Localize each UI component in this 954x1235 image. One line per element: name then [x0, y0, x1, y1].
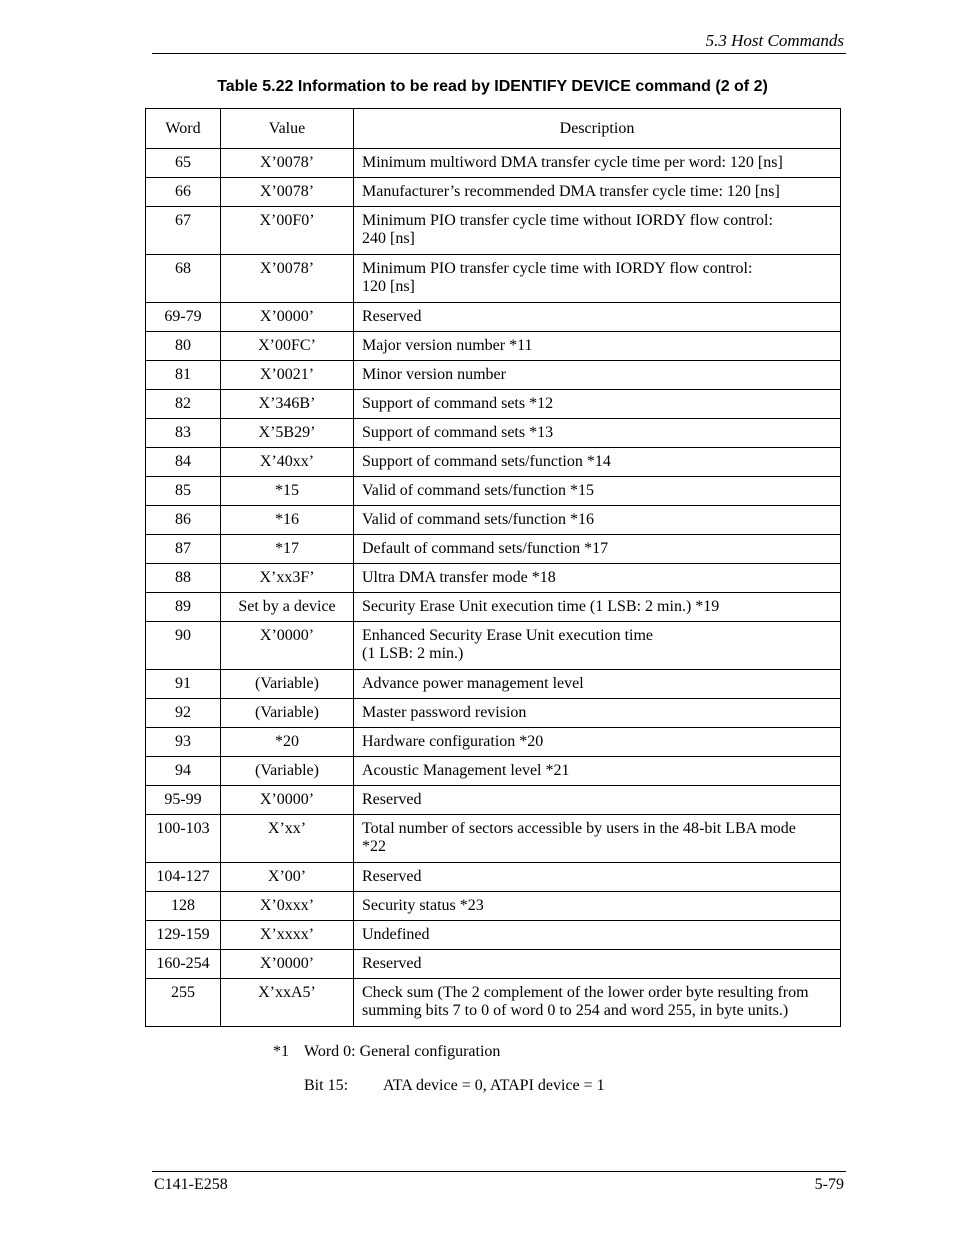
description-line-continued: (1 LSB: 2 min.): [362, 645, 464, 662]
description-line: Default of command sets/function *17: [362, 540, 609, 557]
cell-word: 80: [146, 332, 221, 361]
description-line: Security status *23: [362, 897, 484, 914]
description-line: Minimum PIO transfer cycle time with IORDY flow control:: [362, 260, 753, 277]
description-line: Undefined: [362, 926, 430, 943]
cell-description: [354, 950, 841, 979]
description-line: Support of command sets/function *14: [362, 453, 611, 470]
cell-word: 94: [146, 757, 221, 786]
description-line: Reserved: [362, 868, 422, 885]
cell-word: 85: [146, 477, 221, 506]
cell-description: [354, 564, 841, 593]
cell-value: X’346B’: [221, 390, 354, 419]
cell-word: 83: [146, 419, 221, 448]
table-row: [146, 332, 841, 361]
description-line-continued: 120 [ns]: [362, 278, 415, 295]
table-body: [146, 149, 841, 1027]
cell-word: 128: [146, 892, 221, 921]
description-line: Manufacturer’s recommended DMA transfer cycle time: 120 [ns]: [362, 183, 780, 200]
cell-value: *17: [221, 535, 354, 564]
cell-value: *20: [221, 728, 354, 757]
header-rule: [152, 53, 846, 54]
cell-description: [354, 303, 841, 332]
table-row: [146, 477, 841, 506]
cell-value: (Variable): [221, 757, 354, 786]
description-line: Security Erase Unit execution time (1 LSB: 2 min.) *19: [362, 598, 720, 615]
cell-word: 89: [146, 593, 221, 622]
cell-value: X’0078’: [221, 149, 354, 178]
cell-value: Set by a device: [221, 593, 354, 622]
cell-word: 129-159: [146, 921, 221, 950]
cell-word: 65: [146, 149, 221, 178]
cell-word: 84: [146, 448, 221, 477]
cell-word: 95-99: [146, 786, 221, 815]
table-row: [146, 207, 841, 255]
description-line-continued: summing bits 7 to 0 of word 0 to 254 and word 255, in byte units.): [362, 1002, 789, 1019]
cell-word: 160-254: [146, 950, 221, 979]
table-row: [146, 149, 841, 178]
page-number: 5-79: [814, 1176, 844, 1193]
footnote-bit-text: ATA device = 0, ATAPI device = 1: [383, 1077, 605, 1094]
table-row: [146, 979, 841, 1027]
table-header-row: [146, 109, 841, 149]
description-line: Reserved: [362, 955, 422, 972]
table-row: [146, 786, 841, 815]
cell-description: [354, 699, 841, 728]
cell-word: 87: [146, 535, 221, 564]
cell-word: 92: [146, 699, 221, 728]
cell-description: [354, 477, 841, 506]
table-row: [146, 699, 841, 728]
cell-description: [354, 593, 841, 622]
description-line: Support of command sets *12: [362, 395, 554, 412]
description-line: Total number of sectors accessible by users in the 48-bit LBA mode: [362, 820, 796, 837]
cell-word: 100-103: [146, 815, 221, 863]
description-line: Reserved: [362, 308, 422, 325]
identify-device-table: [145, 108, 841, 1027]
cell-value: *15: [221, 477, 354, 506]
column-header-description: Description: [354, 109, 841, 149]
table-row: [146, 178, 841, 207]
description-line: Acoustic Management level *21: [362, 762, 570, 779]
table-row: [146, 950, 841, 979]
table-row: [146, 622, 841, 670]
table-row: [146, 419, 841, 448]
table-row: [146, 564, 841, 593]
footnote-bit-label: Bit 15:: [304, 1077, 349, 1094]
table-row: [146, 728, 841, 757]
table-row: [146, 670, 841, 699]
cell-value: X’0078’: [221, 178, 354, 207]
table-row: [146, 921, 841, 950]
cell-word: 104-127: [146, 863, 221, 892]
cell-value: X’5B29’: [221, 419, 354, 448]
cell-word: 68: [146, 255, 221, 303]
description-line-continued: *22: [362, 838, 386, 855]
cell-value: X’00’: [221, 863, 354, 892]
table-row: [146, 815, 841, 863]
table-row: [146, 255, 841, 303]
description-line: Valid of command sets/function *15: [362, 482, 594, 499]
cell-value: X’0xxx’: [221, 892, 354, 921]
cell-description: [354, 448, 841, 477]
cell-word: 69-79: [146, 303, 221, 332]
cell-value: X’xx’: [221, 815, 354, 863]
cell-value: X’00FC’: [221, 332, 354, 361]
description-line-continued: 240 [ns]: [362, 230, 415, 247]
cell-description: [354, 728, 841, 757]
description-line: Support of command sets *13: [362, 424, 554, 441]
cell-description: [354, 390, 841, 419]
cell-value: (Variable): [221, 699, 354, 728]
document-id: C141-E258: [154, 1176, 228, 1193]
table-row: [146, 863, 841, 892]
cell-description: [354, 892, 841, 921]
cell-word: 90: [146, 622, 221, 670]
description-line: Check sum (The 2 complement of the lower order byte resulting from: [362, 984, 809, 1001]
cell-value: X’0000’: [221, 786, 354, 815]
cell-value: X’0078’: [221, 255, 354, 303]
description-line: Minor version number: [362, 366, 506, 383]
cell-value: X’00F0’: [221, 207, 354, 255]
cell-description: [354, 921, 841, 950]
description-line: Master password revision: [362, 704, 527, 721]
table-row: [146, 361, 841, 390]
cell-value: X’xxA5’: [221, 979, 354, 1027]
running-header: 5.3 Host Commands: [705, 31, 844, 50]
cell-word: 255: [146, 979, 221, 1027]
cell-description: [354, 207, 841, 255]
column-header-word: Word: [146, 109, 221, 149]
table-row: [146, 535, 841, 564]
cell-value: X’0000’: [221, 622, 354, 670]
cell-description: [354, 535, 841, 564]
table-row: [146, 892, 841, 921]
cell-value: X’40xx’: [221, 448, 354, 477]
cell-description: [354, 815, 841, 863]
cell-description: [354, 332, 841, 361]
cell-description: [354, 361, 841, 390]
table-row: [146, 757, 841, 786]
cell-word: 93: [146, 728, 221, 757]
cell-word: 67: [146, 207, 221, 255]
table-row: [146, 390, 841, 419]
cell-description: [354, 149, 841, 178]
cell-word: 66: [146, 178, 221, 207]
description-line: Ultra DMA transfer mode *18: [362, 569, 556, 586]
cell-value: (Variable): [221, 670, 354, 699]
cell-description: [354, 255, 841, 303]
description-line: Minimum PIO transfer cycle time without IORDY flow control:: [362, 212, 773, 229]
table-row: [146, 593, 841, 622]
cell-word: 91: [146, 670, 221, 699]
table-row: [146, 448, 841, 477]
description-line: Reserved: [362, 791, 422, 808]
footnote-marker: *1: [273, 1043, 289, 1060]
footnote-text: Word 0: General configuration: [304, 1043, 501, 1060]
table-row: [146, 506, 841, 535]
cell-description: [354, 786, 841, 815]
cell-word: 82: [146, 390, 221, 419]
cell-value: *16: [221, 506, 354, 535]
cell-value: X’0000’: [221, 303, 354, 332]
column-header-value: Value: [221, 109, 354, 149]
cell-description: [354, 863, 841, 892]
cell-value: X’xxxx’: [221, 921, 354, 950]
cell-word: 86: [146, 506, 221, 535]
table-row: [146, 303, 841, 332]
cell-value: X’xx3F’: [221, 564, 354, 593]
cell-value: X’0021’: [221, 361, 354, 390]
cell-description: [354, 506, 841, 535]
cell-value: X’0000’: [221, 950, 354, 979]
description-line: Advance power management level: [362, 675, 584, 692]
description-line: Hardware configuration *20: [362, 733, 544, 750]
cell-word: 88: [146, 564, 221, 593]
cell-description: [354, 670, 841, 699]
footer-rule: [152, 1171, 846, 1172]
cell-description: [354, 979, 841, 1027]
cell-description: [354, 178, 841, 207]
description-line: Major version number *11: [362, 337, 533, 354]
description-line: Enhanced Security Erase Unit execution time: [362, 627, 654, 644]
table-title: Table 5.22 Information to be read by IDENTIFY DEVICE command (2 of 2): [217, 78, 768, 95]
cell-word: 81: [146, 361, 221, 390]
cell-description: [354, 757, 841, 786]
description-line: Valid of command sets/function *16: [362, 511, 594, 528]
cell-description: [354, 622, 841, 670]
description-line: Minimum multiword DMA transfer cycle time per word: 120 [ns]: [362, 154, 783, 171]
cell-description: [354, 419, 841, 448]
